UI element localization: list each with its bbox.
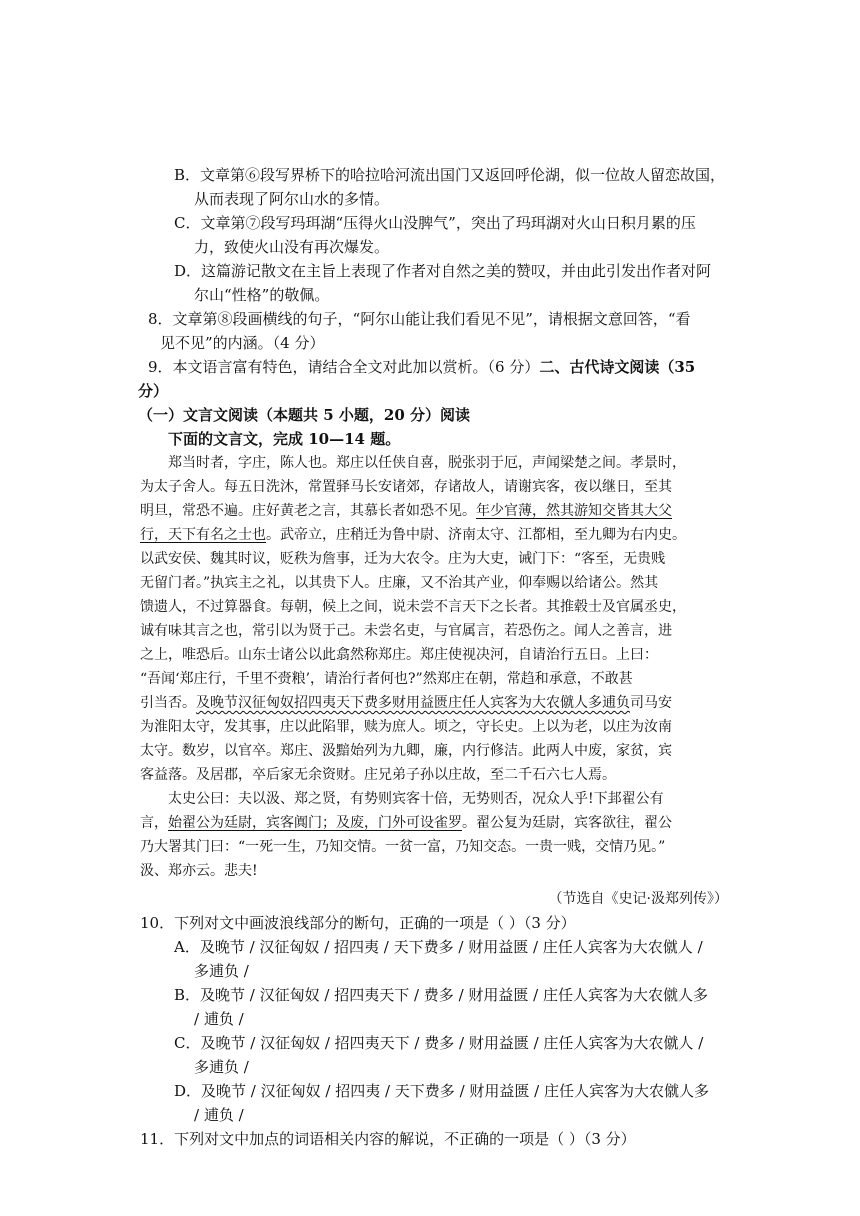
underlined-sentence: 年少官薄，然其游知交皆其大父 — [476, 503, 672, 519]
q10-option-d-line1: D．及晚节 / 汉征匈奴 / 招四夷 / 天下费多 / 财用益匮 / 庄任人宾客为大农僦人多 — [174, 1082, 709, 1100]
q7-option-d-line2: 尔山“性格”的敬佩。 — [194, 286, 330, 304]
passage-line: “吾闻‘郑庄行，千里不赍粮’，请治行者何也?”然郑庄在朝，常趋和承意，不敢甚 — [140, 671, 633, 687]
sub-section-instruction: 下面的文言文，完成 10—14 题。 — [168, 430, 401, 448]
q10-stem: 10．下列对文中画波浪线部分的断句，正确的一项是（ ）（3 分） — [140, 914, 576, 932]
passage-line: 汲、郑亦云。悲夫! — [140, 863, 258, 879]
passage-line: 以武安侯、魏其时议，贬秩为詹事，迁为大农令。庄为大吏，诫门下：“客至，无贵贱 — [140, 551, 666, 567]
passage-line: 之上，唯恐后。山东士诸公以此翕然称郑庄。郑庄使视决河，自请治行五日。上曰： — [140, 647, 658, 663]
passage-line: 馈遗人，不过算器食。每朝，候上之间，说未尝不言天下之长者。其推毂士及官属丞史， — [140, 599, 686, 615]
q8-line2: 见不见”的内涵。（4 分） — [160, 334, 325, 352]
q10-option-a-line1: A．及晚节 / 汉征匈奴 / 招四夷 / 天下费多 / 财用益匮 / 庄任人宾客为大农僦人 / — [174, 938, 703, 956]
q7-option-b-line2: 从而表现了阿尔山水的多情。 — [194, 190, 390, 208]
passage-line: 行，天下有名之士也。武帝立，庄稍迁为鲁中尉、济南太守、江都相，至九卿为右内史。 — [140, 527, 686, 543]
passage-line: 明旦，常恐不遍。庄好黄老之言，其慕长者如恐不见。年少官薄，然其游知交皆其大父 — [140, 503, 672, 519]
q7-option-d-line1: D．这篇游记散文在主旨上表现了作者对自然之美的赞叹，并由此引发出作者对阿 — [174, 262, 712, 280]
passage-line: 无留门者。”执宾主之礼，以其贵下人。庄廉，又不治其产业，仰奉赐以给诸公。然其 — [140, 575, 659, 591]
passage-line: 乃大署其门曰：“一死一生，乃知交情。一贫一富，乃知交态。一贵一贱，交情乃见。” — [140, 839, 666, 855]
q10-option-a-line2: 多逋负 / — [194, 962, 249, 980]
q7-option-b-line1: B．文章第⑥段写界桥下的哈拉哈河流出国门又返回呼伦湖，似一位故人留恋故国， — [174, 166, 726, 184]
passage-line: 诚有味其言之也，常引以为贤于己。未尝名吏，与官属言，若恐伤之。闻人之善言，进 — [140, 623, 672, 639]
q8-line1: 8．文章第⑧段画横线的句子，“阿尔山能让我们看见不见”，请根据文意回答，“看 — [148, 310, 691, 328]
passage-line: 客益落。及居郡，卒后家无余资财。庄兄弟子孙以庄故，至二千石六七人焉。 — [140, 767, 616, 783]
passage-line: 太史公曰：夫以汲、郑之贤，有势则宾客十倍，无势则否，况众人乎!下邽翟公有 — [168, 791, 664, 807]
q7-option-c-line2: 力，致使火山没有再次爆发。 — [194, 238, 390, 256]
q10-option-b-line1: B．及晚节 / 汉征匈奴 / 招四夷天下 / 费多 / 财用益匮 / 庄任人宾客为大农僦人多 — [174, 986, 708, 1004]
q10-option-c-line1: C．及晚节 / 汉征匈奴 / 招四夷天下 / 费多 / 财用益匮 / 庄任人宾客为大农僦人 / — [174, 1034, 704, 1052]
q9-line — [148, 356, 695, 378]
q10-option-c-line2: 多逋负 / — [194, 1058, 249, 1076]
passage-line: 言，始翟公为廷尉，宾客阗门；及废，门外可设雀罗。翟公复为廷尉，宾客欲往，翟公 — [140, 815, 672, 831]
underlined-sentence: 始翟公为廷尉，宾客阗门；及废，门外可设雀罗 — [168, 815, 462, 831]
q11-stem: 11．下列对文中加点的词语相关内容的解说，不正确的一项是（ ）（3 分） — [140, 1130, 636, 1148]
q7-option-c-line1: C．文章第⑦段写玛珥湖“压得火山没脾气”，突出了玛珥湖对火山日积月累的压 — [174, 214, 696, 232]
q10-option-b-line2: / 逋负 / — [194, 1010, 244, 1028]
passage-line: 为淮阳太守，发其事，庄以此陷罪，赎为庶人。顷之，守长史。上以为老，以庄为汝南 — [140, 719, 672, 735]
passage-source: （节选自《史记·汲郑列传》） — [548, 891, 728, 907]
wavy-underlined-sentence: 及晚节汉征匈奴招四夷天下费多财用益匮庄任人宾客为大农僦人多逋负 — [196, 695, 630, 711]
passage-line: 郑当时者，字庄，陈人也。郑庄以任侠自喜，脱张羽于厄，声闻梁楚之间。孝景时， — [168, 455, 686, 471]
underlined-sentence: 行，天下有名之士也 — [140, 527, 266, 543]
section-heading-end: 分） — [138, 382, 169, 400]
q9-text: 9．本文语言富有特色，请结合全文对此加以赏析。（6 分） — [148, 358, 540, 376]
passage-line: 为太子舍人。每五日洗沐，常置驿马长安诸郊，存诸故人，请谢宾客，夜以继日，至其 — [140, 479, 672, 495]
q10-option-d-line2: / 逋负 / — [194, 1106, 244, 1124]
passage-line: 引当否。及晚节汉征匈奴招四夷天下费多财用益匮庄任人宾客为大农僦人多逋负司马安 — [140, 695, 672, 711]
sub-section-title: （一）文言文阅读（本题共 5 小题，20 分）阅读 — [138, 406, 470, 424]
passage-line: 太守。数岁，以官卒。郑庄、汲黯始列为九卿，廉，内行修洁。此两人中废，家贫，宾 — [140, 743, 672, 759]
section-heading: 二、古代诗文阅读（35 — [539, 358, 696, 376]
